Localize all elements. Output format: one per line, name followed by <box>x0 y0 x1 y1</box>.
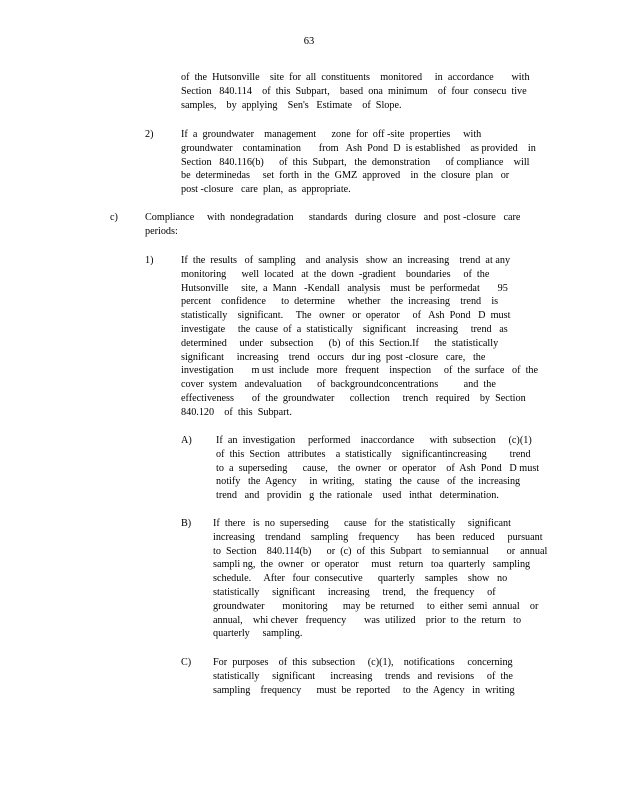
item-2-label: 2) <box>145 129 154 140</box>
page-number: 63 <box>303 36 315 47</box>
text-line: statistically significant increasing trend, the frequency of <box>213 586 496 598</box>
text-line: 840.120 of this Subpart. <box>181 406 292 418</box>
item-c-label: c) <box>110 212 118 223</box>
text-line: For purposes of this subsection (c)(1), notifications concerning <box>213 657 513 668</box>
text-line: monitoring well located at the down -gradient boundaries of the <box>181 268 490 280</box>
text-line: be determinedas set forth in the GMZ approved in the closure plan or <box>181 170 510 182</box>
text-line: increasing trendand sampling frequency has been reduced pursuant <box>213 531 543 543</box>
text-line: schedule. After four consecutive quarterly samples show no <box>213 573 508 585</box>
text-line: of the Hutsonville site for all constituents monitored in accordance with <box>181 72 530 83</box>
text-line: groundwater contamination from Ash Pond D is established as provided in <box>181 142 536 154</box>
text-line: samples, by applying Sen's Estimate of Slope. <box>181 99 402 111</box>
text-line: to a superseding cause, the owner or operator of Ash Pond D must <box>216 462 540 474</box>
text-line: of this Section attributes a statistically significantincreasing trend <box>216 448 531 460</box>
item-c1-label: 1) <box>145 255 154 266</box>
item-c-heading <box>145 211 520 239</box>
text-line: If there is no superseding cause for the statistically significant <box>213 518 511 529</box>
item-c1-paragraph <box>181 254 538 420</box>
text-line: If a groundwater management zone for off -site properties with <box>181 129 482 140</box>
item-A-paragraph <box>216 434 539 503</box>
text-line: statistically significant increasing trends and revisions of the <box>213 670 513 682</box>
text-line: investigation m ust include more frequent inspection of the surface of the <box>181 365 539 377</box>
text-line: Section 840.116(b) of this Subpart, the demonstration of compliance will <box>181 156 530 168</box>
item-C-paragraph <box>213 656 515 697</box>
text-line: statistically significant. The owner or operator of Ash Pond D must <box>181 310 511 322</box>
continuation-paragraph <box>181 71 530 112</box>
text-line: trend and providin g the rationale used inthat determination. <box>216 490 499 502</box>
text-line: significant increasing trend occurs dur ing post -closure care, the <box>181 351 486 363</box>
text-line: investigate the cause of a statistically significant increasing trend as <box>181 323 508 335</box>
text-line: If an investigation performed inaccordance with subsection (c)(1) <box>216 435 532 446</box>
text-line: to Section 840.114(b) or (c) of this Subpart to semiannual or annual <box>213 545 548 557</box>
text-line: effectiveness of the groundwater collection trench required by Section <box>181 392 526 404</box>
text-line: sampli ng, the owner or operator must return toa quarterly sampling <box>213 559 531 571</box>
text-line: Section 840.114 of this Subpart, based ona minimum of four consecu tive <box>181 85 527 97</box>
item-C-label: C) <box>181 657 192 668</box>
text-line: sampling frequency must be reported to the Agency in writing <box>213 684 515 696</box>
text-line: percent confidence to determine whether the increasing trend is <box>181 296 499 308</box>
text-line: periods: <box>145 225 178 237</box>
item-A-label: A) <box>181 435 192 446</box>
text-line: cover system andevaluation of backgroundconcentrations and the <box>181 379 496 391</box>
item-B-paragraph <box>213 517 547 641</box>
item-B-label: B) <box>181 518 192 529</box>
text-line: quarterly sampling. <box>213 628 303 640</box>
text-line: Hutsonville site, a Mann -Kendall analysis must be performedat 95 <box>181 282 508 294</box>
text-line: annual, whi chever frequency was utilized prior to the return to <box>213 614 522 626</box>
text-line: If the results of sampling and analysis show an increasing trend at any <box>181 255 511 266</box>
text-line: determined under subsection (b) of this Section.If the statistically <box>181 337 499 349</box>
text-line: post -closure care plan, as appropriate. <box>181 184 351 196</box>
item-2-paragraph <box>181 128 536 197</box>
text-line: groundwater monitoring may be returned to either semi annual or <box>213 600 539 612</box>
text-line: notify the Agency in writing, stating the cause of the increasing <box>216 476 521 488</box>
text-line: Compliance with nondegradation standards during closure and post -closure care <box>145 212 521 223</box>
